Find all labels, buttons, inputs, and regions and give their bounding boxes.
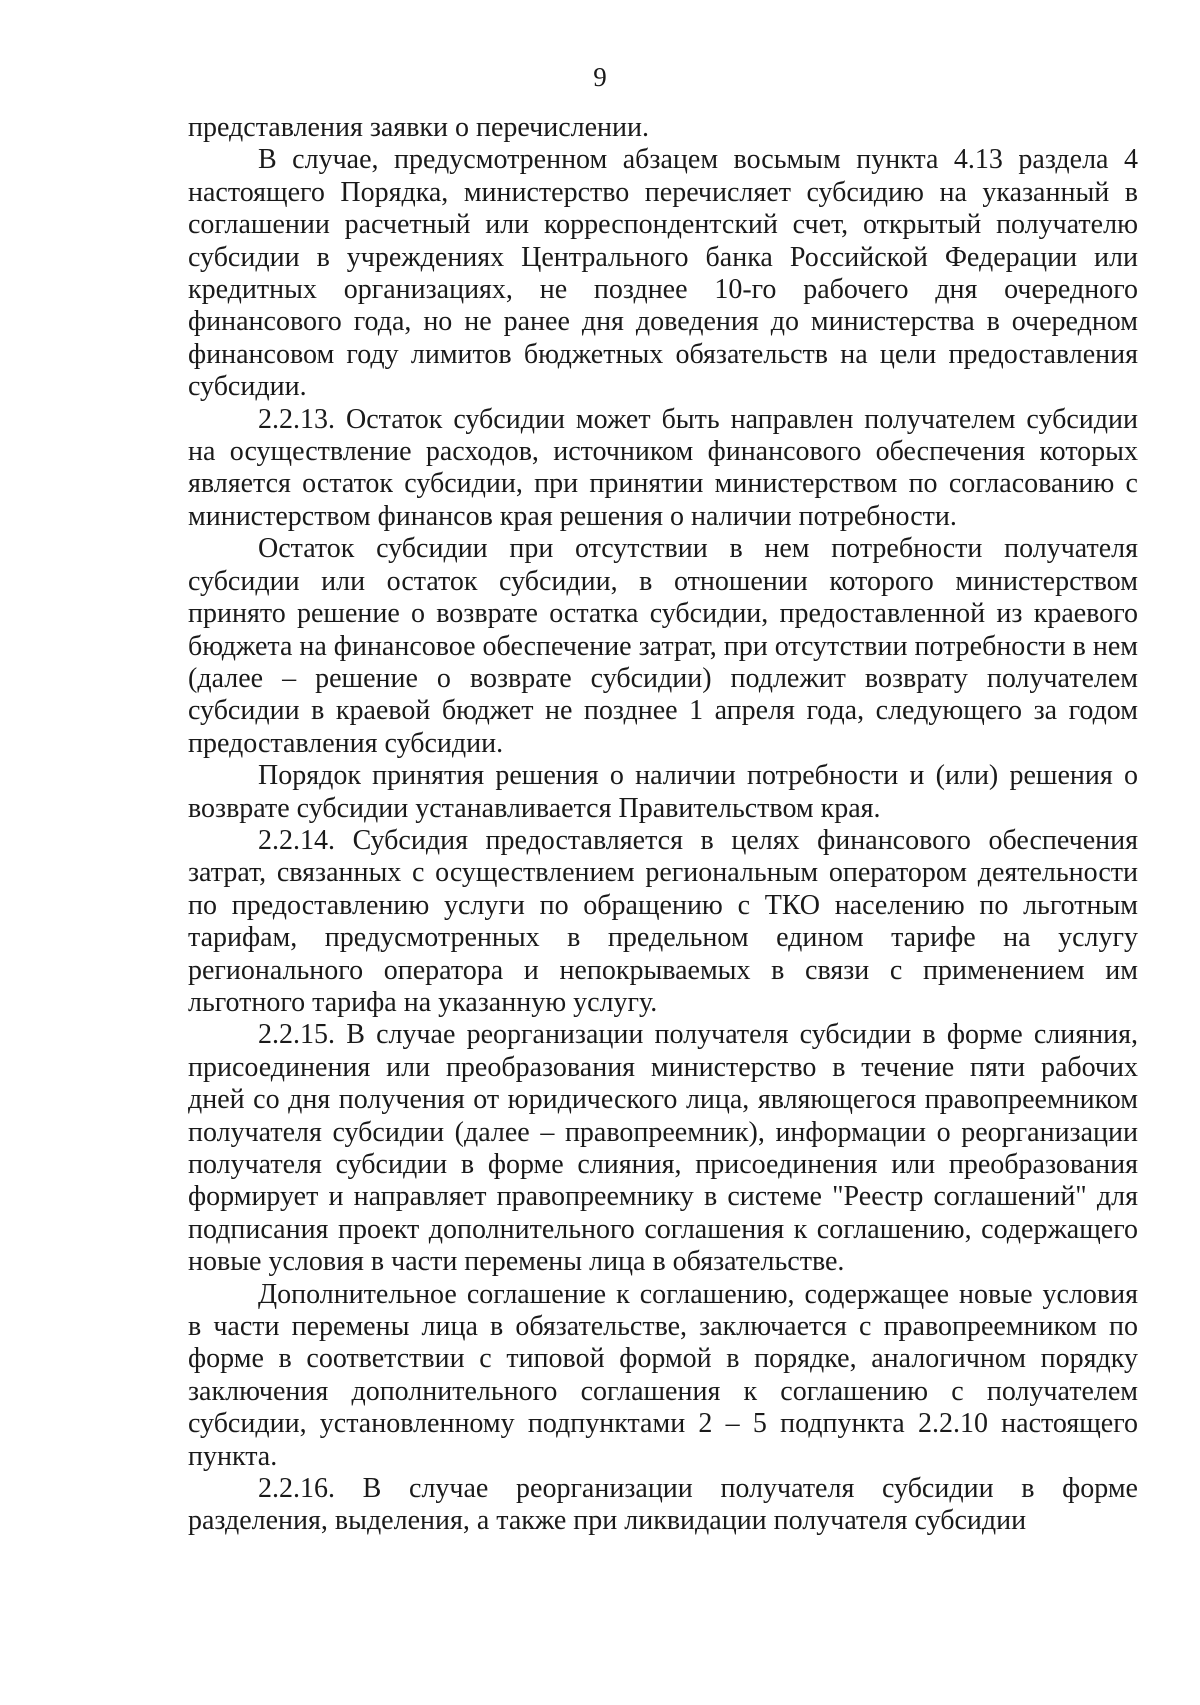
paragraph-2-2-15: 2.2.15. В случае реорганизации получателя субсидии в форме слияния, присоединения или преобразования министерство в течение пяти рабочих дней со дня получения от юридического лица, являющегося правопреемником получателя субсидии (далее – правопреемник), информации о реорганизации получателя субсидии в форме слияния, присоединения или преобразования формирует и направляет правопреемнику в системе "Реестр соглашений" для подписания проект дополнительного соглашения к соглашению, содержащего новые условия в части перемены лица в обязательстве. [188, 1019, 1138, 1278]
document-body [188, 112, 1138, 1538]
page-number: 9 [593, 62, 607, 92]
paragraph: Порядок принятия решения о наличии потребности и (или) решения о возврате субсидии устанавливается Правительством края. [188, 760, 1138, 824]
paragraph: представления заявки о перечислении. [188, 112, 649, 143]
paragraph: Остаток субсидии при отсутствии в нем потребности получателя субсидии или остаток субсидии, в отношении которого министерством принято решение о возврате остатка субсидии, предоставленной из краевого бюджета на финансовое обеспечение затрат, при отсутствии потребности в нем (далее – решение о возврате субсидии) подлежит возврату получателем субсидии в краевой бюджет не позднее 1 апреля года, следующего за годом предоставления субсидии. [188, 533, 1139, 759]
paragraph-2-2-13: 2.2.13. Остаток субсидии может быть направлен получателем субсидии на осуществление расходов, источником финансового обеспечения которых является остаток субсидии, при принятии министерством по согласованию с министерством финансов края решения о наличии потребности. [188, 403, 1138, 532]
paragraph: Дополнительное соглашение к соглашению, содержащее новые условия в части перемены лица в обязательстве, заключается с правопреемником по форме в соответствии с типовой формой в порядке, аналогичном порядку заключения дополнительного соглашения к соглашению с получателем субсидии, установленному подпунктами 2 – 5 подпункта 2.2.10 настоящего пункта. [188, 1278, 1138, 1472]
paragraph-2-2-16: 2.2.16. В случае реорганизации получателя субсидии в форме разделения, выделения, а также при ликвидации получателя субсидии [188, 1473, 1138, 1537]
paragraph: В случае, предусмотренном абзацем восьмым пункта 4.13 раздела 4 настоящего Порядка, министерство перечисляет субсидию на указанный в соглашении расчетный или корреспондентский счет, открытый получателю субсидии в учреждениях Центрального банка Российской Федерации или кредитных организациях, не позднее 10-го рабочего дня очередного финансового года, но не ранее дня доведения до министерства в очередном финансовом году лимитов бюджетных обязательств на цели предоставления субсидии. [188, 144, 1138, 403]
paragraph-2-2-14: 2.2.14. Субсидия предоставляется в целях финансового обеспечения затрат, связанных с осуществлением региональным оператором деятельности по предоставлению услуги по обращению с ТКО населению по льготным тарифам, предусмотренных в предельном едином тарифе на услугу регионального оператора и непокрываемых в связи с применением им льготного тарифа на указанную услугу. [188, 824, 1138, 1018]
